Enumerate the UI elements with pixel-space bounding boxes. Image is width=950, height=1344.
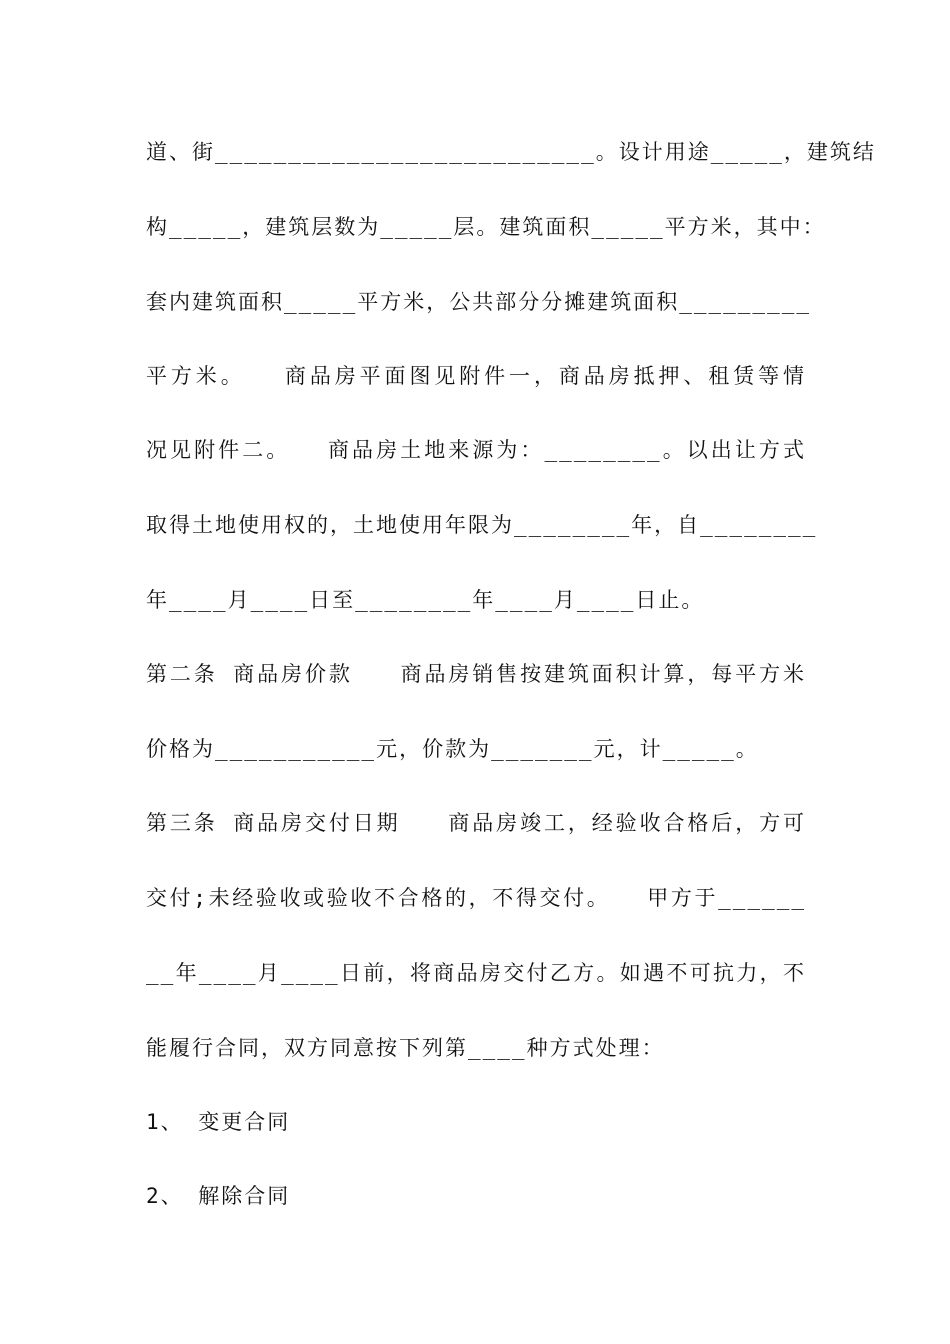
text-line: 价格为___________元，价款为_______元，计_____。 xyxy=(146,737,759,761)
list-item: 2、 解除合同 xyxy=(146,1184,291,1208)
text-line: 交付;未经验收或验收不合格的，不得交付。 甲方于______ xyxy=(146,886,806,910)
text-line: 年____月____日至________年____月____日止。 xyxy=(146,588,705,612)
text-line: __年____月____日前，将商品房交付乙方。如遇不可抗力，不 xyxy=(146,961,806,985)
text-line: 平方米。 商品房平面图见附件一，商品房抵押、租赁等情 xyxy=(146,364,806,388)
text-line: 道、街__________________________。设计用途_____，建筑结 xyxy=(146,140,876,164)
article-3-heading-line: 第三条 商品房交付日期 商品房竣工，经验收合格后，方可 xyxy=(146,811,806,835)
list-item: 1、 变更合同 xyxy=(146,1110,291,1134)
article-2-heading-line: 第二条 商品房价款 商品房销售按建筑面积计算，每平方米 xyxy=(146,662,806,686)
text-line: 况见附件二。 商品房土地来源为：________。以出让方式 xyxy=(146,438,806,462)
text-line: 构_____，建筑层数为_____层。建筑面积_____平方米，其中： xyxy=(146,215,826,239)
text-line: 取得土地使用权的，土地使用年限为________年，自________ xyxy=(146,513,818,537)
text-line: 套内建筑面积_____平方米，公共部分分摊建筑面积_________ xyxy=(146,290,812,314)
text-line: 能履行合同，双方同意按下列第____种方式处理： xyxy=(146,1036,665,1060)
